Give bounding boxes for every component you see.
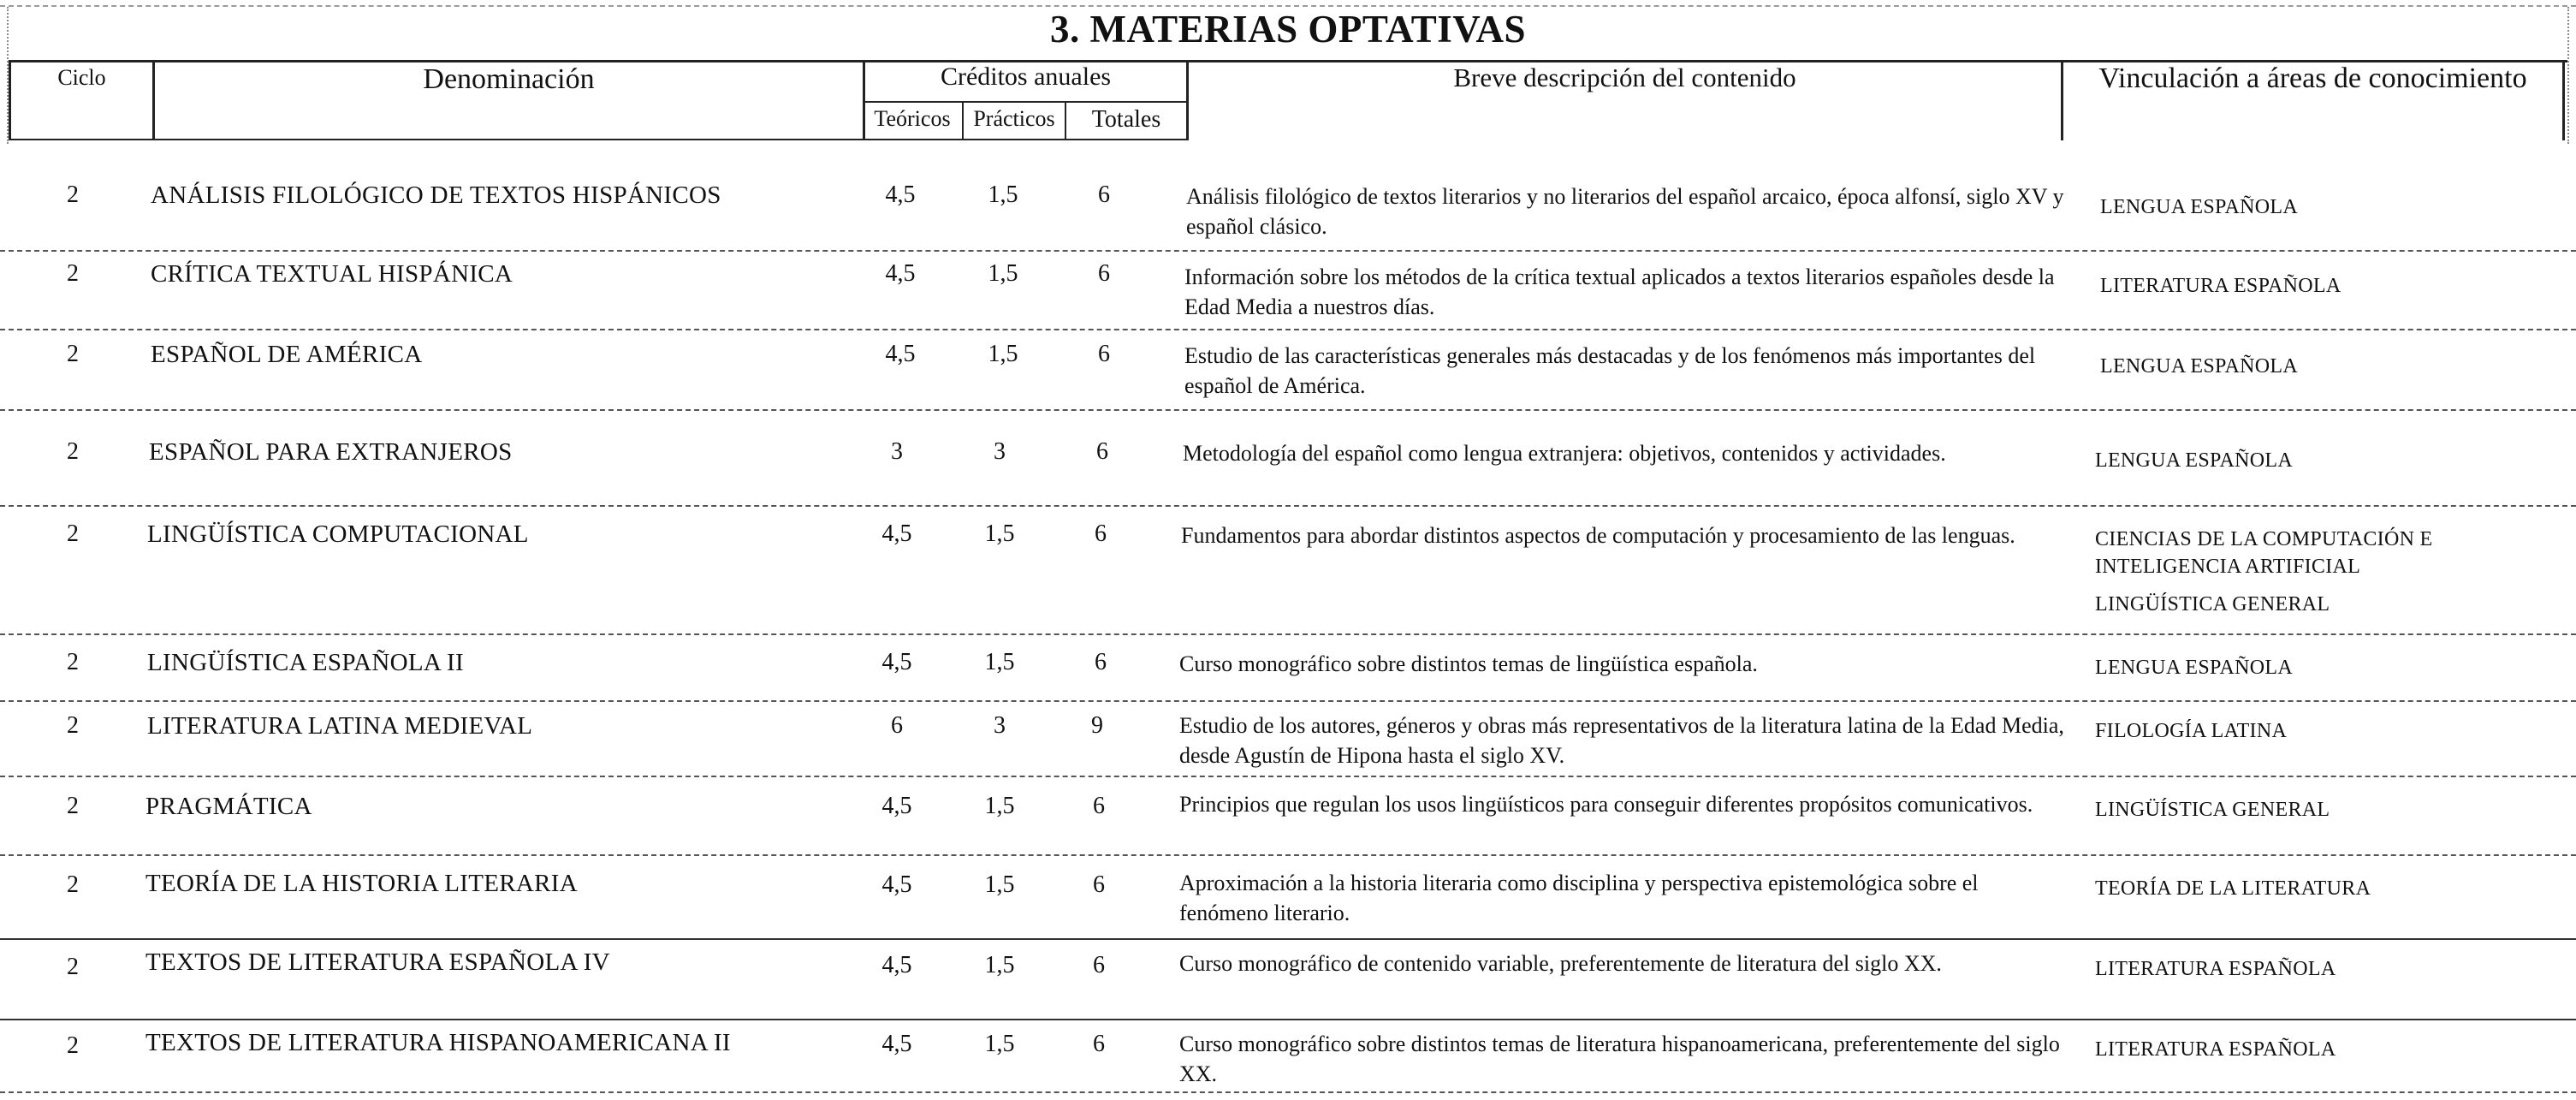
row-area: LITERATURA ESPAÑOLA xyxy=(2100,275,2342,297)
row-practicos: 1,5 xyxy=(988,341,1018,367)
row-separator xyxy=(0,250,2576,252)
row-separator xyxy=(0,854,2576,856)
row-separator xyxy=(0,329,2576,330)
row-totales: 6 xyxy=(1093,1031,1105,1057)
row-subject-name: LINGÜÍSTICA ESPAÑOLA II xyxy=(147,649,464,676)
row-cycle: 2 xyxy=(67,260,79,287)
row-practicos: 1,5 xyxy=(988,260,1018,287)
row-practicos: 1,5 xyxy=(984,793,1015,819)
row-separator xyxy=(0,938,2576,940)
row-area: FILOLOGÍA LATINA xyxy=(2095,720,2288,742)
header-teoricos: Teóricos xyxy=(874,106,951,131)
header-vinculacion: Vinculación a áreas de conocimiento xyxy=(2098,62,2527,94)
row-subject-name: PRAGMÁTICA xyxy=(145,793,312,820)
row-area: LITERATURA ESPAÑOLA xyxy=(2095,958,2336,980)
row-cycle: 2 xyxy=(67,712,79,739)
row-area: CIENCIAS DE LA COMPUTACIÓN E INTELIGENCIA ARTIFICIAL xyxy=(2095,528,2433,578)
row-totales: 6 xyxy=(1098,260,1110,287)
row-subject-name: ANÁLISIS FILOLÓGICO DE TEXTOS HISPÁNICOS xyxy=(151,181,721,209)
row-description: Información sobre los métodos de la crítica textual aplicados a textos literarios españoles desde la Edad Media a nuestros días. xyxy=(1184,265,2055,319)
header-ciclo: Ciclo xyxy=(57,65,106,90)
row-area: LENGUA ESPAÑOLA xyxy=(2100,355,2298,378)
row-area: LINGÜÍSTICA GENERAL xyxy=(2095,799,2330,821)
row-teoricos: 4,5 xyxy=(885,260,916,287)
row-subject-name: CRÍTICA TEXTUAL HISPÁNICA xyxy=(151,260,513,288)
row-totales: 6 xyxy=(1098,341,1110,367)
row-practicos: 1,5 xyxy=(984,520,1015,547)
row-totales: 6 xyxy=(1093,871,1105,898)
row-totales: 9 xyxy=(1091,712,1103,739)
row-separator xyxy=(0,1019,2576,1020)
row-area: TEORÍA DE LA LITERATURA xyxy=(2095,877,2371,900)
row-subject-name: TEXTOS DE LITERATURA ESPAÑOLA IV xyxy=(145,948,610,976)
row-area: LENGUA ESPAÑOLA xyxy=(2100,196,2298,218)
row-totales: 6 xyxy=(1093,793,1105,819)
row-separator xyxy=(0,700,2576,702)
row-subject-name: TEORÍA DE LA HISTORIA LITERARIA xyxy=(145,870,578,897)
row-teoricos: 4,5 xyxy=(881,952,912,978)
row-cycle: 2 xyxy=(67,1032,79,1059)
header-bottom-rule xyxy=(9,139,1188,140)
row-description: Principios que regulan los usos lingüísticos para conseguir diferentes propósitos comunicativos. xyxy=(1179,792,2033,817)
credits-subheader-rule xyxy=(863,101,1188,103)
row-subject-name: LINGÜÍSTICA COMPUTACIONAL xyxy=(147,520,529,548)
header-right-border xyxy=(2562,60,2565,140)
row-cycle: 2 xyxy=(67,954,79,980)
row-description: Curso monográfico de contenido variable, preferentemente de literatura del siglo XX. xyxy=(1179,951,1942,976)
row-description: Metodología del español como lengua extranjera: objetivos, contenidos y actividades. xyxy=(1183,441,1946,466)
row-teoricos: 4,5 xyxy=(881,871,912,898)
header-practicos: Prácticos xyxy=(973,106,1055,131)
row-cycle: 2 xyxy=(67,793,79,819)
row-practicos: 3 xyxy=(994,438,1006,465)
row-description: Estudio de las características generales más destacadas y de los fenómenos más importantes del español de América. xyxy=(1184,343,2036,398)
row-subject-name: TEXTOS DE LITERATURA HISPANOAMERICANA II xyxy=(145,1029,731,1056)
row-teoricos: 4,5 xyxy=(881,649,912,675)
header-totales: Totales xyxy=(1091,106,1161,133)
header-descripcion: Breve descripción del contenido xyxy=(1453,62,1796,92)
row-practicos: 1,5 xyxy=(984,1031,1015,1057)
row-subject-name: ESPAÑOL PARA EXTRANJEROS xyxy=(149,438,513,466)
row-teoricos: 4,5 xyxy=(881,1031,912,1057)
row-practicos: 3 xyxy=(994,712,1006,739)
row-totales: 6 xyxy=(1095,649,1107,675)
table-bottom-rule xyxy=(0,1091,2576,1093)
row-practicos: 1,5 xyxy=(984,952,1015,978)
row-cycle: 2 xyxy=(67,438,79,465)
header-creditos: Créditos anuales xyxy=(940,62,1112,91)
row-practicos: 1,5 xyxy=(988,181,1018,208)
row-cycle: 2 xyxy=(67,181,79,208)
row-subject-name: LITERATURA LATINA MEDIEVAL xyxy=(147,712,533,740)
row-cycle: 2 xyxy=(67,520,79,547)
row-teoricos: 4,5 xyxy=(885,341,916,367)
row-teoricos: 3 xyxy=(891,438,903,465)
row-description: Aproximación a la historia literaria como disciplina y perspectiva epistemológica sobre el fenómeno literario. xyxy=(1179,871,1979,925)
header-denominacion: Denominación xyxy=(423,63,595,95)
row-area: LITERATURA ESPAÑOLA xyxy=(2095,1038,2336,1061)
row-practicos: 1,5 xyxy=(984,649,1015,675)
row-teoricos: 6 xyxy=(891,712,903,739)
row-totales: 6 xyxy=(1098,181,1110,208)
row-description: Fundamentos para abordar distintos aspectos de computación y procesamiento de las lenguas. xyxy=(1181,523,2015,548)
row-subject-name: ESPAÑOL DE AMÉRICA xyxy=(151,341,423,368)
row-totales: 6 xyxy=(1096,438,1108,465)
row-description: Curso monográfico sobre distintos temas de literatura hispanoamericana, preferentemente del siglo XX. xyxy=(1179,1032,2060,1086)
row-separator xyxy=(0,505,2576,507)
row-area: LENGUA ESPAÑOLA xyxy=(2095,657,2293,679)
row-area: LENGUA ESPAÑOLA xyxy=(2095,449,2293,472)
row-cycle: 2 xyxy=(67,341,79,367)
row-teoricos: 4,5 xyxy=(881,520,912,547)
row-teoricos: 4,5 xyxy=(885,181,916,208)
row-description: Análisis filológico de textos literarios y no literarios del español arcaico, época alfonsí, siglo XV y español clásico. xyxy=(1186,184,2064,239)
row-totales: 6 xyxy=(1095,520,1107,547)
page-title: 3. MATERIAS OPTATIVAS xyxy=(1049,8,1526,51)
row-cycle: 2 xyxy=(67,649,79,675)
row-area: LINGÜÍSTICA GENERAL xyxy=(2095,593,2330,615)
row-description: Estudio de los autores, géneros y obras más representativos de la literatura latina de la Edad Media, desde Agustín de Hipona hasta el siglo XV. xyxy=(1179,713,2064,768)
row-teoricos: 4,5 xyxy=(881,793,912,819)
row-description: Curso monográfico sobre distintos temas de lingüística española. xyxy=(1179,651,1758,676)
row-totales: 6 xyxy=(1093,952,1105,978)
row-separator xyxy=(0,633,2576,635)
row-cycle: 2 xyxy=(67,871,79,898)
row-practicos: 1,5 xyxy=(984,871,1015,898)
row-separator xyxy=(0,776,2576,777)
row-separator xyxy=(0,409,2576,411)
